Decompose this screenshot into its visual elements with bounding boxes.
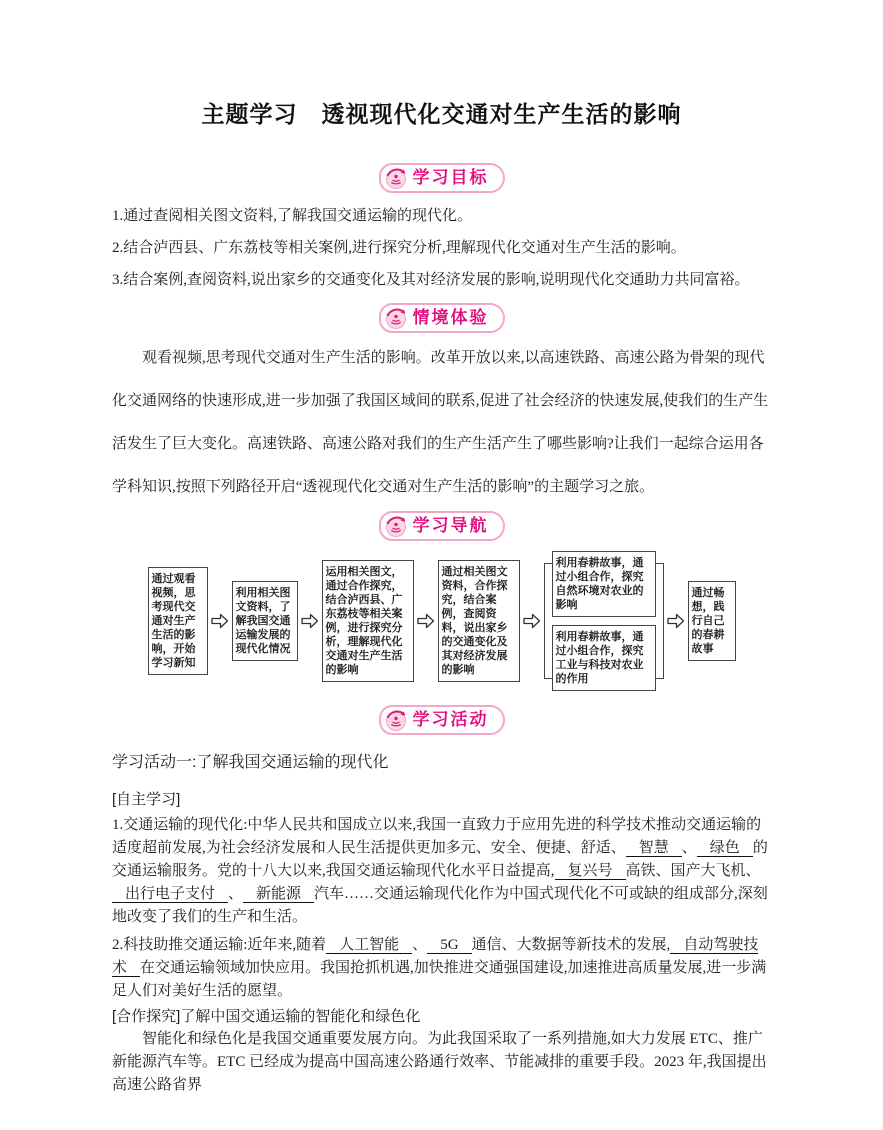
hollow-right-arrow-icon <box>301 613 319 629</box>
study-item-2: 2.科技助推交通运输:近年来,随着 人工智能 、 5G 通信、大数据等新技术的发展, 自动驾驶技术 在交通运输领域加快应用。我国抢抓机遇,加快推进交通强国建设,加速推进高质量发展,进一步满足人们对美好生活的愿望。 <box>112 937 767 999</box>
context-paragraph: 观看视频,思考现代交通对生产生活的影响。改革开放以来,以高速铁路、高速公路为骨架的现代化交通网络的快速形成,进一步加强了我国区域间的联系,促进了社会经济的快速发展,使我们的生产生活发生了巨大变化。高速铁路、高速公路对我们的生产生活产生了哪些影响?让我们一起综合运用各学科知识,按照下列路径开启“透视现代化交通对生产生活的影响”的主题学习之旅。 <box>112 350 769 495</box>
section-badge-activities <box>379 705 505 735</box>
cycle-arrow-icon <box>384 306 408 330</box>
answer-blank: 绿色 <box>697 840 753 857</box>
section-badge-goals-label: 学习目标 <box>412 168 489 187</box>
section-badge-context <box>379 303 505 333</box>
flow-box-5: 利用春耕故事，通过小组合作，探究自然环境对农业的影响 <box>552 551 656 617</box>
goal-item-3: 3.结合案例,查阅资料,说出家乡的交通变化及其对经济发展的影响,说明现代化交通助力共同富裕。 <box>112 272 750 288</box>
goal-item-2: 2.结合泸西县、广东荔枝等相关案例,进行探究分析,理解现代化交通对生产生活的影响。 <box>112 240 686 256</box>
coop-explore-label: [合作探究]了解中国交通运输的智能化和绿色化 <box>112 1008 421 1025</box>
section-badge-context-label: 情境体验 <box>412 308 489 327</box>
group-bracket-left <box>544 563 552 679</box>
answer-blank: 人工智能 <box>326 937 412 954</box>
flow-box-7: 通过畅想，践行自己的春耕故事 <box>688 581 736 661</box>
flow-box-6: 利用春耕故事，通过小组合作，探究工业与科技对农业的作用 <box>552 625 656 691</box>
hollow-right-arrow-icon <box>523 613 541 629</box>
section-nav-header <box>112 511 771 541</box>
learning-path-diagram <box>112 551 771 691</box>
answer-blank: 复兴号 <box>555 863 626 880</box>
answer-blank: 智慧 <box>626 840 682 857</box>
section-context-header <box>112 303 771 333</box>
answer-blank: 5G <box>427 937 471 954</box>
section-badge-activities-label: 学习活动 <box>412 710 489 729</box>
section-goals-header <box>112 163 771 193</box>
hollow-right-arrow-icon <box>211 613 229 629</box>
goal-item-1: 1.通过查阅相关图文资料,了解我国交通运输的现代化。 <box>112 208 473 224</box>
section-badge-goals <box>379 163 505 193</box>
cycle-arrow-icon <box>384 708 408 732</box>
cycle-arrow-icon <box>384 166 408 190</box>
self-study-label: [自主学习] <box>112 791 181 808</box>
section-badge-nav-label: 学习导航 <box>412 516 489 535</box>
answer-blank: 出行电子支付 <box>112 886 228 903</box>
goals-list <box>112 207 771 290</box>
section-badge-nav <box>379 511 505 541</box>
group-bracket-right <box>656 563 664 679</box>
hollow-right-arrow-icon <box>417 613 435 629</box>
activity-one-title: 学习活动一:了解我国交通运输的现代化 <box>112 754 389 771</box>
cycle-arrow-icon <box>384 514 408 538</box>
section-activities-header <box>112 705 771 735</box>
coop-paragraph: 智能化和绿色化是我国交通重要发展方向。为此我国采取了一系列措施,如大力发展 ETC、推广新能源汽车等。ETC 已经成为提高中国高速公路通行效率、节能减排的重要手段。2023 年,我国提出高速公路省界 <box>112 1031 767 1093</box>
flow-box-4: 通过相关图文资料，合作探究，结合案例，查阅资料，说出家乡的交通变化及其对经济发展的影响 <box>438 560 520 682</box>
hollow-right-arrow-icon <box>667 613 685 629</box>
flow-box-3: 运用相关图文，通过合作探究，结合泸西县、广东荔枝等相关案例，进行探究分析，理解现代化交通对生产生活的影响 <box>322 560 414 682</box>
flow-box-2: 利用相关图文资料，了解我国交通运输发展的现代化情况 <box>232 581 298 661</box>
study-item-1: 1.交通运输的现代化:中华人民共和国成立以来,我国一直致力于应用先进的科学技术推动交通运输的适度超前发展,为社会经济发展和人民生活提供更加多元、安全、便捷、舒适、 智慧 、 绿色 的交通运输服务。党的十八大以来,我国交通运输现代化水平日益提高, 复兴号 高铁、国产大飞机、出行电子支付 、 新能源 汽车……交通运输现代化作为中国式现代化不可或缺的组成部分,深刻地改变了我们的生产和生活。 <box>112 817 768 925</box>
answer-blank: 新能源 <box>243 886 314 903</box>
answer-blank: 自动驾驶技术 <box>112 937 759 976</box>
page-title: 主题学习 透视现代化交通对生产生活的影响 <box>201 101 682 127</box>
flow-group-spring-stories <box>544 551 664 691</box>
flow-box-1: 通过观看视频，思考现代交通对生产生活的影响，开始学习新知 <box>148 567 208 675</box>
